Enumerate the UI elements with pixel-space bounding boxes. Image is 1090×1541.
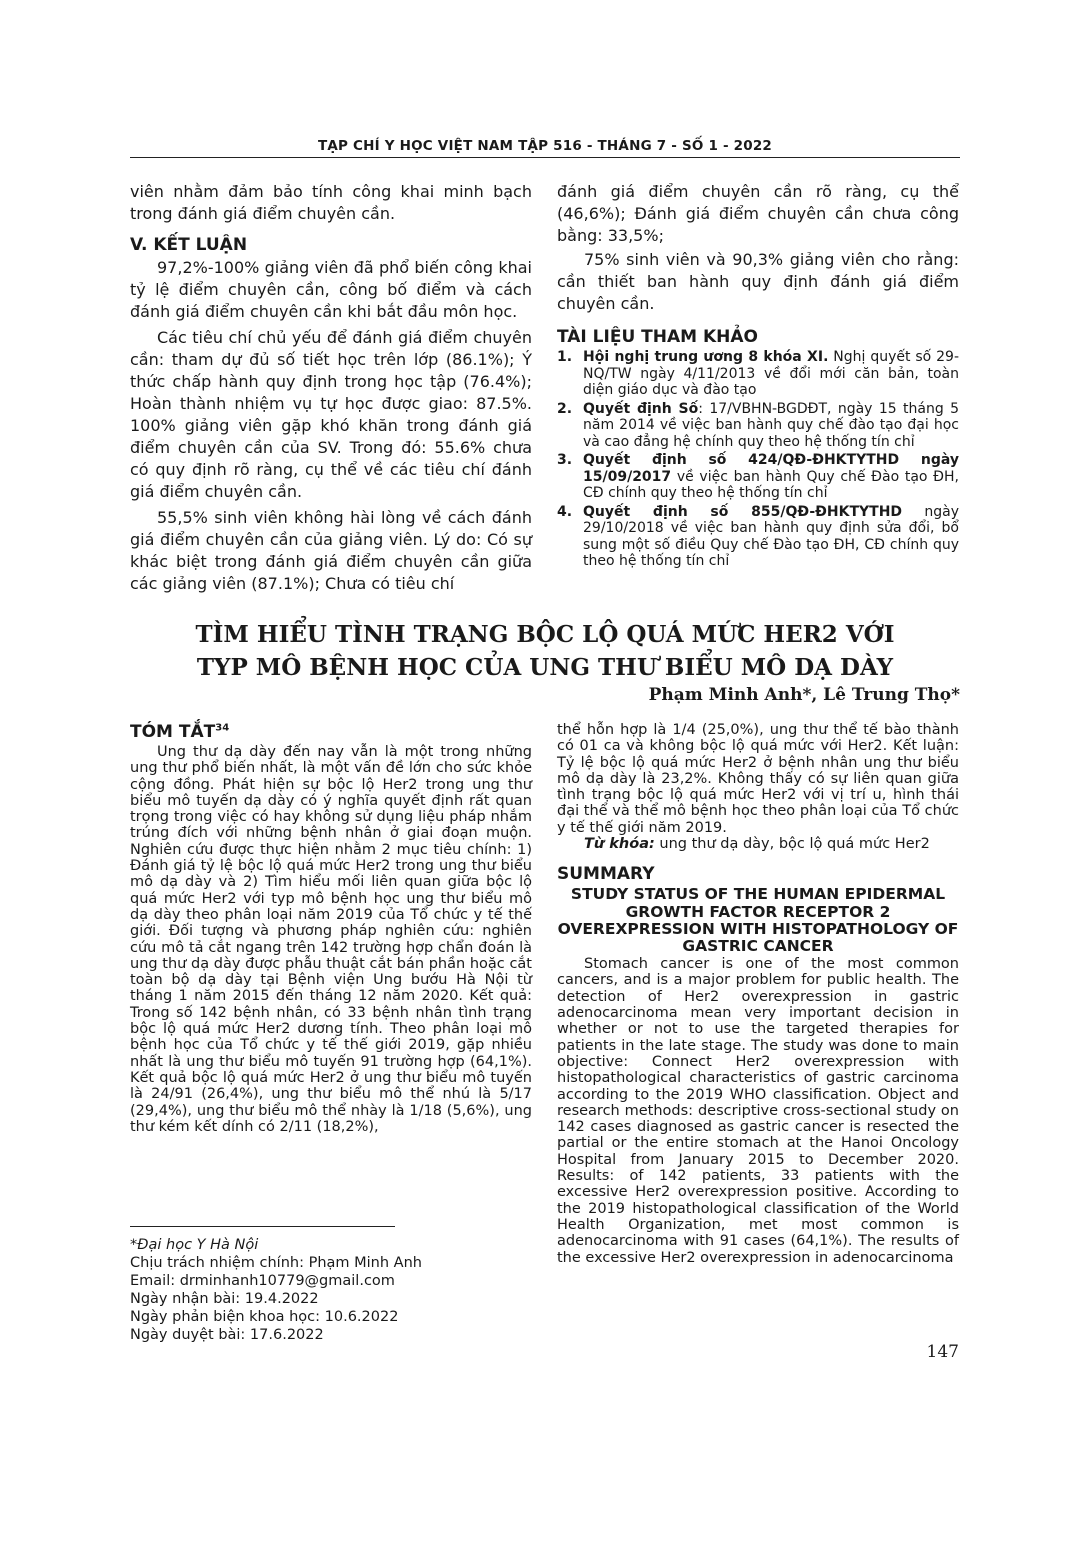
abstract-column (130, 722, 532, 1135)
article-title-line-2: TYP MÔ BỆNH HỌC CỦA UNG THƯ BIỂU MÔ DẠ DÀY (196, 654, 894, 681)
footnote-marker: 34 (215, 722, 230, 734)
article-title-line-1: TÌM HIỂU TÌNH TRẠNG BỘC LỘ QUÁ MỨC HER2 VỚI (195, 621, 895, 648)
conclusion-paragraph-2: Các tiêu chí chủ yếu để đánh giá điểm chuyên cần: tham dự đủ số tiết học trên lớp (86.1%); Ý thức chấp hành quy định trong học tập (76.4%); Hoàn thành nhiệm vụ tự học được giao: 87.5%. 100% giảng viên gặp khó khăn trong đánh giá điểm chuyên cần của SV. Trong đó: 55.6% chưa có quy định rõ ràng, cụ thể về các tiêu chí đánh giá điểm chuyên cần. (130, 328, 532, 501)
footnote-rule (130, 1226, 395, 1227)
summary-text: Stomach cancer is one of the most common cancers, and is a major problem for public health. The detection of Her2 overexpression in gastric adenocarcinoma mean very important decision in whether or not to use the targeted therapies for patients in the late stage. The study was done to main objective: Connect Her2 overexpression with histopathological characteristics of gastric carcinoma according to the 2019 WHO classification. Object and research methods: descriptive cross-sectional study on 142 cases diagnosed as gastric cancer is resected the partial or the entire stomach at the Hanoi Oncology Hospital from January 2015 to December 2020. Results: of 142 patients, 33 patients with the excessive Her2 overexpression positive. According to the 2019 histopathological classification of the World Health Organization, met most common is adenocarcinoma with 91 cases (64,1%). The results of the excessive Her2 overexpression in adenocarcinoma (557, 956, 959, 1266)
prev-continuation-text: viên nhằm đảm bảo tính công khai minh bạch trong đánh giá điểm chuyên cần. (130, 182, 532, 223)
references-list (557, 349, 959, 570)
footnote-reviewed: Ngày phản biện khoa học: 10.6.2022 (130, 1309, 399, 1325)
article-authors: Phạm Minh Anh*, Lê Trung Thọ* (648, 685, 960, 705)
summary-title: STUDY STATUS OF THE HUMAN EPIDERMAL GROWTH FACTOR RECEPTOR 2 OVEREXPRESSION WITH HISTOPATHOLOGY OF GASTRIC CANCER (557, 885, 959, 955)
reference-item: 1. Hội nghị trung ương 8 khóa XI. Nghị quyết số 29-NQ/TW ngày 4/11/2013 về đổi mới căn bản, toàn diện giáo dục và đào tạo (557, 349, 959, 398)
keywords-text: ung thư dạ dày, bộc lộ quá mức Her2 (654, 836, 930, 853)
footnote-accepted: Ngày duyệt bài: 17.6.2022 (130, 1327, 324, 1343)
keywords (557, 836, 959, 852)
footnote-affiliation: *Đại học Y Hà Nội (130, 1237, 259, 1253)
references-heading: TÀI LIỆU THAM KHẢO (557, 327, 758, 347)
prev-right-continuation: đánh giá điểm chuyên cần rõ ràng, cụ thể (46,6%); Đánh giá điểm chuyên cần chưa công bằng: 33,5%; (557, 182, 959, 245)
keywords-label: Từ khóa: (584, 836, 655, 853)
abstract-text: Ung thư dạ dày đến nay vẫn là một trong những ung thư phổ biến nhất, là một vấn đề lớn cho sức khỏe cộng đồng. Phát hiện sự bộc lộ Her2 trong ung thư biểu mô tuyến dạ dày có ý nghĩa quyết định rất quan trọng trong việc có hay không sử dụng liệu pháp nhắm trúng đích với những bệnh nhân ở giai đoạn muộn. Nghiên cứu được thực hiện nhằm 2 mục tiêu chính: 1) Đánh giá tỷ lệ bộc lộ quá mức Her2 trong ung thư biểu mô dạ dày và 2) Tìm hiểu mối liên quan giữa bộc lộ quá mức Her2 với typ mô bệnh học ung thư biểu mô dạ dày theo phân loại năm 2019 của Tổ chức y tế thế giới. Đối tượng và phương pháp nghiên cứu: nghiên cứu mô tả cắt ngang trên 142 trường hợp chẩn đoán là ung thư dạ dày được phẫu thuật cắt bán phần hoặc cắt toàn bộ dạ dày tại Bệnh viện Ung bướu Hà Nội từ tháng 1 năm 2015 đến tháng 12 năm 2020. Kết quả: Trong số 142 bệnh nhân, có 33 bệnh nhân tình trạng bộc lộ quá mức Her2 dương tính. Theo phân loại mô bệnh học của Tổ chức y tế thế giới 2019, gặp nhiều nhất là ung thư biểu mô tuyến 91 trường hợp (64,1%). Kết quả bộc lộ quá mức Her2 ở ung thư biểu mô tuyến là 24/91 (26,4%), ung thư biểu mô thể nhú là 5/17 (29,4%), ung thư biểu mô thể nhày là 1/18 (5,6%), ung thư kém kết dính có 2/11 (18,2%), (130, 744, 532, 1135)
conclusion-heading: V. KẾT LUẬN (130, 235, 248, 255)
summary-column (557, 722, 959, 1266)
abstract-heading: TÓM TẮT$^{34}$ (130, 722, 230, 742)
summary-heading: SUMMARY (557, 864, 655, 885)
page-number: 147 (926, 1342, 959, 1362)
footnote-email: Email: drminhanh10779@gmail.com (130, 1273, 395, 1289)
article-title (130, 618, 960, 684)
reference-item: 3. Quyết định số 424/QĐ-ĐHKTYTHD ngày 15/09/2017 về việc ban hành Quy chế Đào tạo ĐH, CĐ chính quy theo hệ thống tín chỉ (557, 452, 959, 501)
reference-item: 4. Quyết định số 855/QĐ-ĐHKTYTHD ngày 29/10/2018 về việc ban hành quy định sửa đổi, bổ sung một số điều Quy chế Đào tạo ĐH, CĐ chính quy theo hệ thống tín chỉ (557, 503, 959, 569)
footnote-received: Ngày nhận bài: 19.4.2022 (130, 1291, 319, 1307)
abstract-continuation: thể hỗn hợp là 1/4 (25,0%), ung thư thể tế bào thành có 01 ca và không bộc lộ quá mức với Her2. Kết luận: Tỷ lệ bộc lộ quá mức Her2 ở bệnh nhân ung thư biểu mô dạ dày là 23,2%. Không thấy có sự liên quan giữa tình trạng bộc lộ quá mức Her2 với vị trí u, hình thái đại thể và thể mô bệnh học theo phân loại của Tổ chức y tế thế giới năm 2019. (557, 722, 959, 836)
reference-item: 2. Quyết định Số: 17/VBHN-BGDĐT, ngày 15 tháng 5 năm 2014 về việc ban hành quy chế đào tạo đại học và cao đẳng hệ chính quy theo hệ thống tín chỉ (557, 400, 959, 450)
conclusion-paragraph-3: 55,5% sinh viên không hài lòng về cách đánh giá điểm chuyên cần của giảng viên. Lý do: Có sự khác biệt trong đánh giá điểm chuyên cần giữa các giảng viên (87.1%); Chưa có tiêu chí (130, 508, 532, 593)
header-rule (130, 157, 960, 158)
footnote-responsible: Chịu trách nhiệm chính: Phạm Minh Anh (130, 1255, 422, 1271)
journal-header: TẠP CHÍ Y HỌC VIỆT NAM TẬP 516 - THÁNG 7 - SỐ 1 - 2022 (317, 138, 773, 154)
conclusion-paragraph-1: 97,2%-100% giảng viên đã phổ biến công khai tỷ lệ điểm chuyên cần, công bố điểm và cách đánh giá điểm chuyên cần khi bắt đầu môn học. (130, 258, 532, 321)
footnotes (130, 1236, 430, 1344)
prev-left-column (130, 181, 532, 595)
prev-right-column (557, 181, 959, 572)
prev-right-paragraph-2: 75% sinh viên và 90,3% giảng viên cho rằng: cần thiết ban hành quy định đánh giá điểm chuyên cần. (557, 250, 959, 313)
